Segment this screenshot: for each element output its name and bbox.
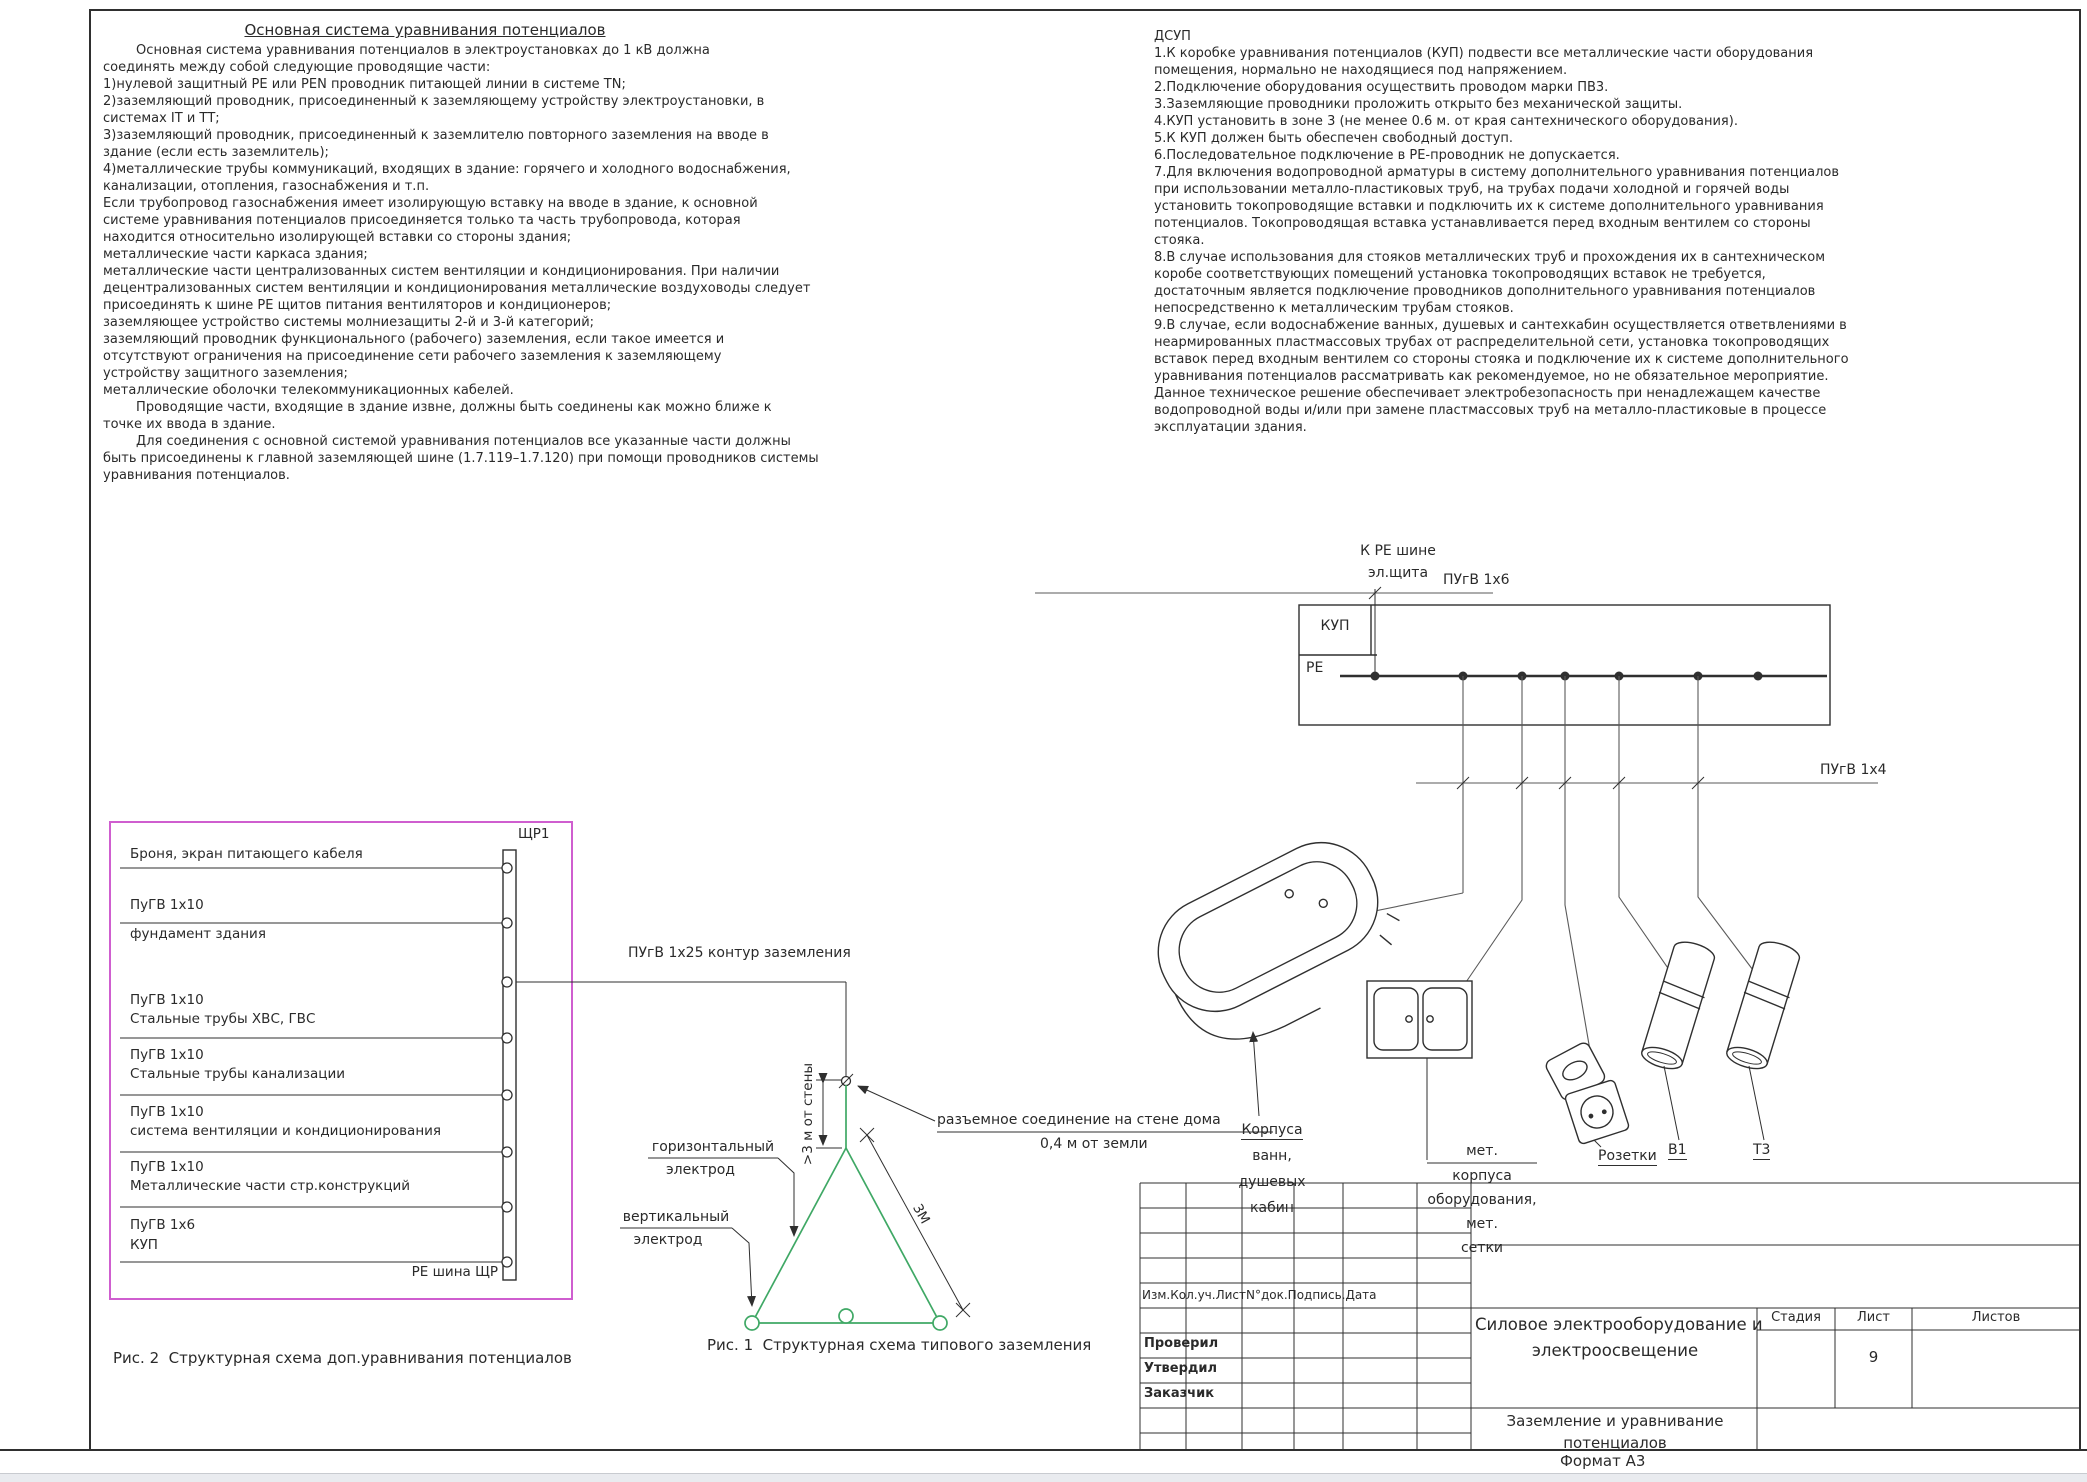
text-line: 7.Для включения водопроводной арматуры в систему дополнительного уравнивания потенциалов [1154, 165, 1840, 180]
text-line: 3.Заземляющие проводники проложить открыто без механической защиты. [1154, 97, 1683, 112]
text-line: металлические части централизованных систем вентиляции и кондиционирования. При наличии [103, 264, 780, 279]
text-line: 8.В случае использования для стояков металлических труб и прохождения их в сантехническом [1154, 250, 1826, 265]
pe-bus-label: РЕ шина ЩР [411, 1264, 498, 1280]
fig2-item-label: фундамент здания [130, 926, 266, 942]
sink-icon [1367, 981, 1472, 1058]
text-line: помещения, нормально не находящиеся под напряжением. [1154, 63, 1568, 78]
sheet-header: Лист [1857, 1310, 1890, 1325]
fig2-item-label: ПуГВ 1х10 [130, 897, 204, 913]
equipment-label-line: оборудования, [1427, 1192, 1537, 1208]
text-line: металлические части каркаса здания; [103, 247, 368, 262]
text-line: Если трубопровод газоснабжения имеет изолирующую вставку на вводе в здание, к основной [103, 196, 758, 211]
text-line: 4)металлические трубы коммуникаций, входящих в здание: горячего и холодного водоснабжения, [103, 162, 791, 177]
fig2-item-label: КУП [130, 1237, 158, 1253]
fig2-bus-bar [503, 850, 516, 1280]
text-line: установить токопроводящие вставки и подключить их к системе дополнительного уравнивания [1154, 199, 1824, 214]
text-line: канализации, отопления, газоснабжения и т.п. [103, 179, 430, 194]
fig2-item-label: ПуГВ 1х6 [130, 1217, 196, 1233]
fig2-item-label: Металлические части стр.конструкций [130, 1178, 411, 1194]
pe-label: РЕ [1306, 660, 1324, 676]
doc-title-line: Заземление и уравнивание [1506, 1412, 1724, 1430]
to-pe-bus-label: К РЕ шине [1360, 543, 1436, 559]
text-line: устройству защитного заземления; [103, 366, 348, 381]
equipment-label-line: мет. [1466, 1143, 1498, 1159]
project-title-line: Силовое электрооборудование и [1475, 1315, 1763, 1334]
fig2-item-label: ПуГВ 1х10 [130, 1104, 204, 1120]
text-line: достаточным является подключение проводников дополнительного уравнивания потенциалов [1154, 284, 1816, 299]
title-block-approved: Утвердил [1144, 1361, 1218, 1376]
text-line: децентрализованных систем вентиляции и кондиционирования металлические воздуховоды следует [103, 281, 811, 296]
text-line: 6.Последовательное подключение в РЕ-проводник не допускается. [1154, 148, 1620, 163]
pipe-icon-t3 [1723, 938, 1803, 1074]
viewer-bottom-bar [0, 1473, 2087, 1482]
text-line: заземляющее устройство системы молниезащиты 2-й и 3-й категорий; [103, 315, 595, 330]
fig2-item-label: Броня, экран питающего кабеля [130, 846, 363, 862]
fig1-wire-label: ПУгВ 1х25 контур заземления [628, 945, 851, 961]
text-line: соединять между собой следующие проводящие части: [103, 60, 491, 75]
joint-note-line2: 0,4 м от земли [1040, 1136, 1148, 1152]
equipment-label-line: сетки [1460, 1240, 1504, 1256]
fig2-item-label: ПуГВ 1х10 [130, 1047, 204, 1063]
text-line: неармированных пластмассовых трубах от распределительной сети, установка токопроводящих [1154, 335, 1830, 350]
horizontal-electrode-label: горизонтальный [651, 1139, 775, 1155]
wire-1x4-label: ПУгВ 1х4 [1820, 762, 1887, 778]
doc-title-line: потенциалов [1563, 1434, 1667, 1452]
panel-label-schr1: ЩР1 [518, 826, 550, 842]
text-line: 1.К коробке уравнивания потенциалов (КУП) подвести все металлические части оборудования [1154, 46, 1814, 61]
fig1-diagram [620, 982, 1273, 1330]
fig2-item-label: система вентиляции и кондиционирования [130, 1123, 442, 1139]
wire-1x6-label: ПУгВ 1х6 [1443, 572, 1510, 588]
main-text-left [103, 42, 819, 484]
text-line: быть присоединены к главной заземляющей шине (1.7.119–1.7.120) при помощи проводников системы [103, 451, 819, 466]
pipe-icon-v1 [1638, 938, 1718, 1074]
main-text-right-dsup-notes [1154, 28, 1849, 436]
title-block-checked: Проверил [1144, 1336, 1219, 1351]
text-line: вставок перед входным вентилем со стороны стояка и подключение их к системе дополнительного [1154, 352, 1849, 367]
text-line: 1)нулевой защитный РЕ или PEN проводник питающей линии в системе TN; [103, 77, 626, 92]
text-line: Для соединения с основной системой уравнивания потенциалов все указанные части должны [103, 434, 791, 449]
fig2-item-label: Стальные трубы ХВС, ГВС [130, 1011, 316, 1027]
fig2-diagram [110, 822, 846, 1299]
fig2-item-label: Стальные трубы канализации [130, 1066, 346, 1082]
equipment-label-line: мет. [1466, 1216, 1498, 1232]
bath-label-line: Корпуса [1241, 1122, 1303, 1138]
bath-label-line: душевых [1238, 1174, 1306, 1190]
text-line: 9.В случае, если водоснабжение ванных, душевых и сантехкабин осуществляется ответвлениями в [1154, 318, 1847, 333]
text-line: здание (если есть заземлитель); [103, 145, 329, 160]
text-line: коробе соответствующих помещений установка токопроводящих вставок не требуется, [1154, 267, 1766, 282]
text-line: Основная система уравнивания потенциалов в электроустановках до 1 кВ должна [103, 43, 710, 58]
title-block-customer: Заказчик [1144, 1386, 1215, 1401]
page-title: Основная система уравнивания потенциалов [244, 21, 606, 39]
text-line: Данное техническое решение обеспечивает электробезопасность при ненадлежащем качестве [1154, 386, 1821, 401]
pipe-t3-label: Т3 [1753, 1142, 1771, 1158]
text-line: ДСУП [1154, 29, 1191, 44]
text-line: при использовании металло-пластиковых труб, на трубах подачи холодной и горячей воды [1154, 182, 1790, 197]
text-line: потенциалов. Токопроводящая вставка устанавливается перед входным вентилем со стороны [1154, 216, 1811, 231]
wall-distance-dim-label: >3 м от стены [800, 1062, 816, 1166]
text-line: 5.К КУП должен быть обеспечен свободный доступ. [1154, 131, 1514, 146]
text-line: стояка. [1154, 233, 1205, 248]
vertical-electrode-label: вертикальный [622, 1209, 730, 1225]
bath-label [1217, 1122, 1327, 1138]
project-title-line: электроосвещение [1531, 1341, 1699, 1360]
title-block-header-row: Изм.Кол.уч.ЛистN°док.Подпись.Дата [1142, 1288, 1377, 1302]
text-line: Проводящие части, входящие в здание извне, должны быть соединены как можно ближе к [103, 400, 772, 415]
fig2-caption: Рис. 2 Структурная схема доп.уравнивания потенциалов [113, 1349, 572, 1367]
sheet-number: 9 [1868, 1348, 1879, 1366]
pipe-v1-label: В1 [1668, 1142, 1687, 1158]
text-line: 2.Подключение оборудования осуществить проводом марки ПВ3. [1154, 80, 1609, 95]
text-line: уравнивания потенциалов. [103, 468, 290, 483]
equipment-label-line: корпуса [1452, 1168, 1512, 1184]
dsup-diagram [1035, 587, 1878, 1163]
text-line: точке их ввода в здание. [103, 417, 276, 432]
stage-header: Стадия [1771, 1310, 1821, 1325]
text-line: системе уравнивания потенциалов присоединяется только та часть трубопровода, которая [103, 213, 741, 228]
bath-label-line: кабин [1250, 1200, 1294, 1216]
text-line: непосредственно к металлическим трубам стояков. [1154, 301, 1514, 316]
fig2-item-label: ПуГВ 1х10 [130, 1159, 204, 1175]
horizontal-electrode-label: электрод [666, 1162, 735, 1178]
text-line: 3)заземляющий проводник, присоединенный к заземлителю повторного заземления на вводе в [103, 128, 769, 143]
fig1-caption: Рис. 1 Структурная схема типового заземления [707, 1336, 1092, 1354]
text-line: водопроводной воды и/или при замене пластмассовых труб на металло-пластиковые в процессе [1154, 403, 1827, 418]
format-label: Формат А3 [1560, 1452, 1646, 1470]
text-line: присоединять к шине РЕ щитов питания вентиляторов и кондиционеров; [103, 298, 612, 313]
vertical-electrode-label: электрод [633, 1232, 703, 1248]
text-line: уравнивания потенциалов рассматривать как рекомендуемое, но не обязательное мероприятие. [1154, 369, 1829, 384]
fig2-item-label: ПуГВ 1х10 [130, 992, 204, 1008]
to-pe-bus-label: эл.щита [1367, 565, 1429, 581]
bath-label-line: ванн, [1252, 1148, 1292, 1164]
kup-box-label: КУП [1320, 618, 1350, 634]
sockets-label: Розетки [1598, 1148, 1657, 1164]
text-line: заземляющий проводник функционального (рабочего) заземления, если такое имеется и [103, 332, 725, 347]
text-line: отсутствуют ограничения на присоединение сети рабочего заземления к заземляющему [103, 349, 722, 364]
text-line: металлические оболочки телекоммуникационных кабелей. [103, 383, 514, 398]
text-line: 4.КУП установить в зоне 3 (не менее 0.6 м. от края сантехнического оборудования). [1154, 114, 1738, 129]
text-line: находится относительно изолирующей вставки со стороны здания; [103, 230, 572, 245]
sheets-header: Листов [1971, 1310, 2021, 1325]
three-meter-dim-label: 3М [909, 1201, 933, 1227]
text-line: системах IT и ТТ; [103, 111, 220, 126]
socket-icon [1541, 1036, 1629, 1147]
text-line: эксплуатации здания. [1154, 420, 1307, 435]
joint-note-line1: разъемное соединение на стене дома [937, 1112, 1221, 1128]
text-line: 2)заземляющий проводник, присоединенный к заземляющему устройству электроустановки, в [103, 94, 765, 109]
